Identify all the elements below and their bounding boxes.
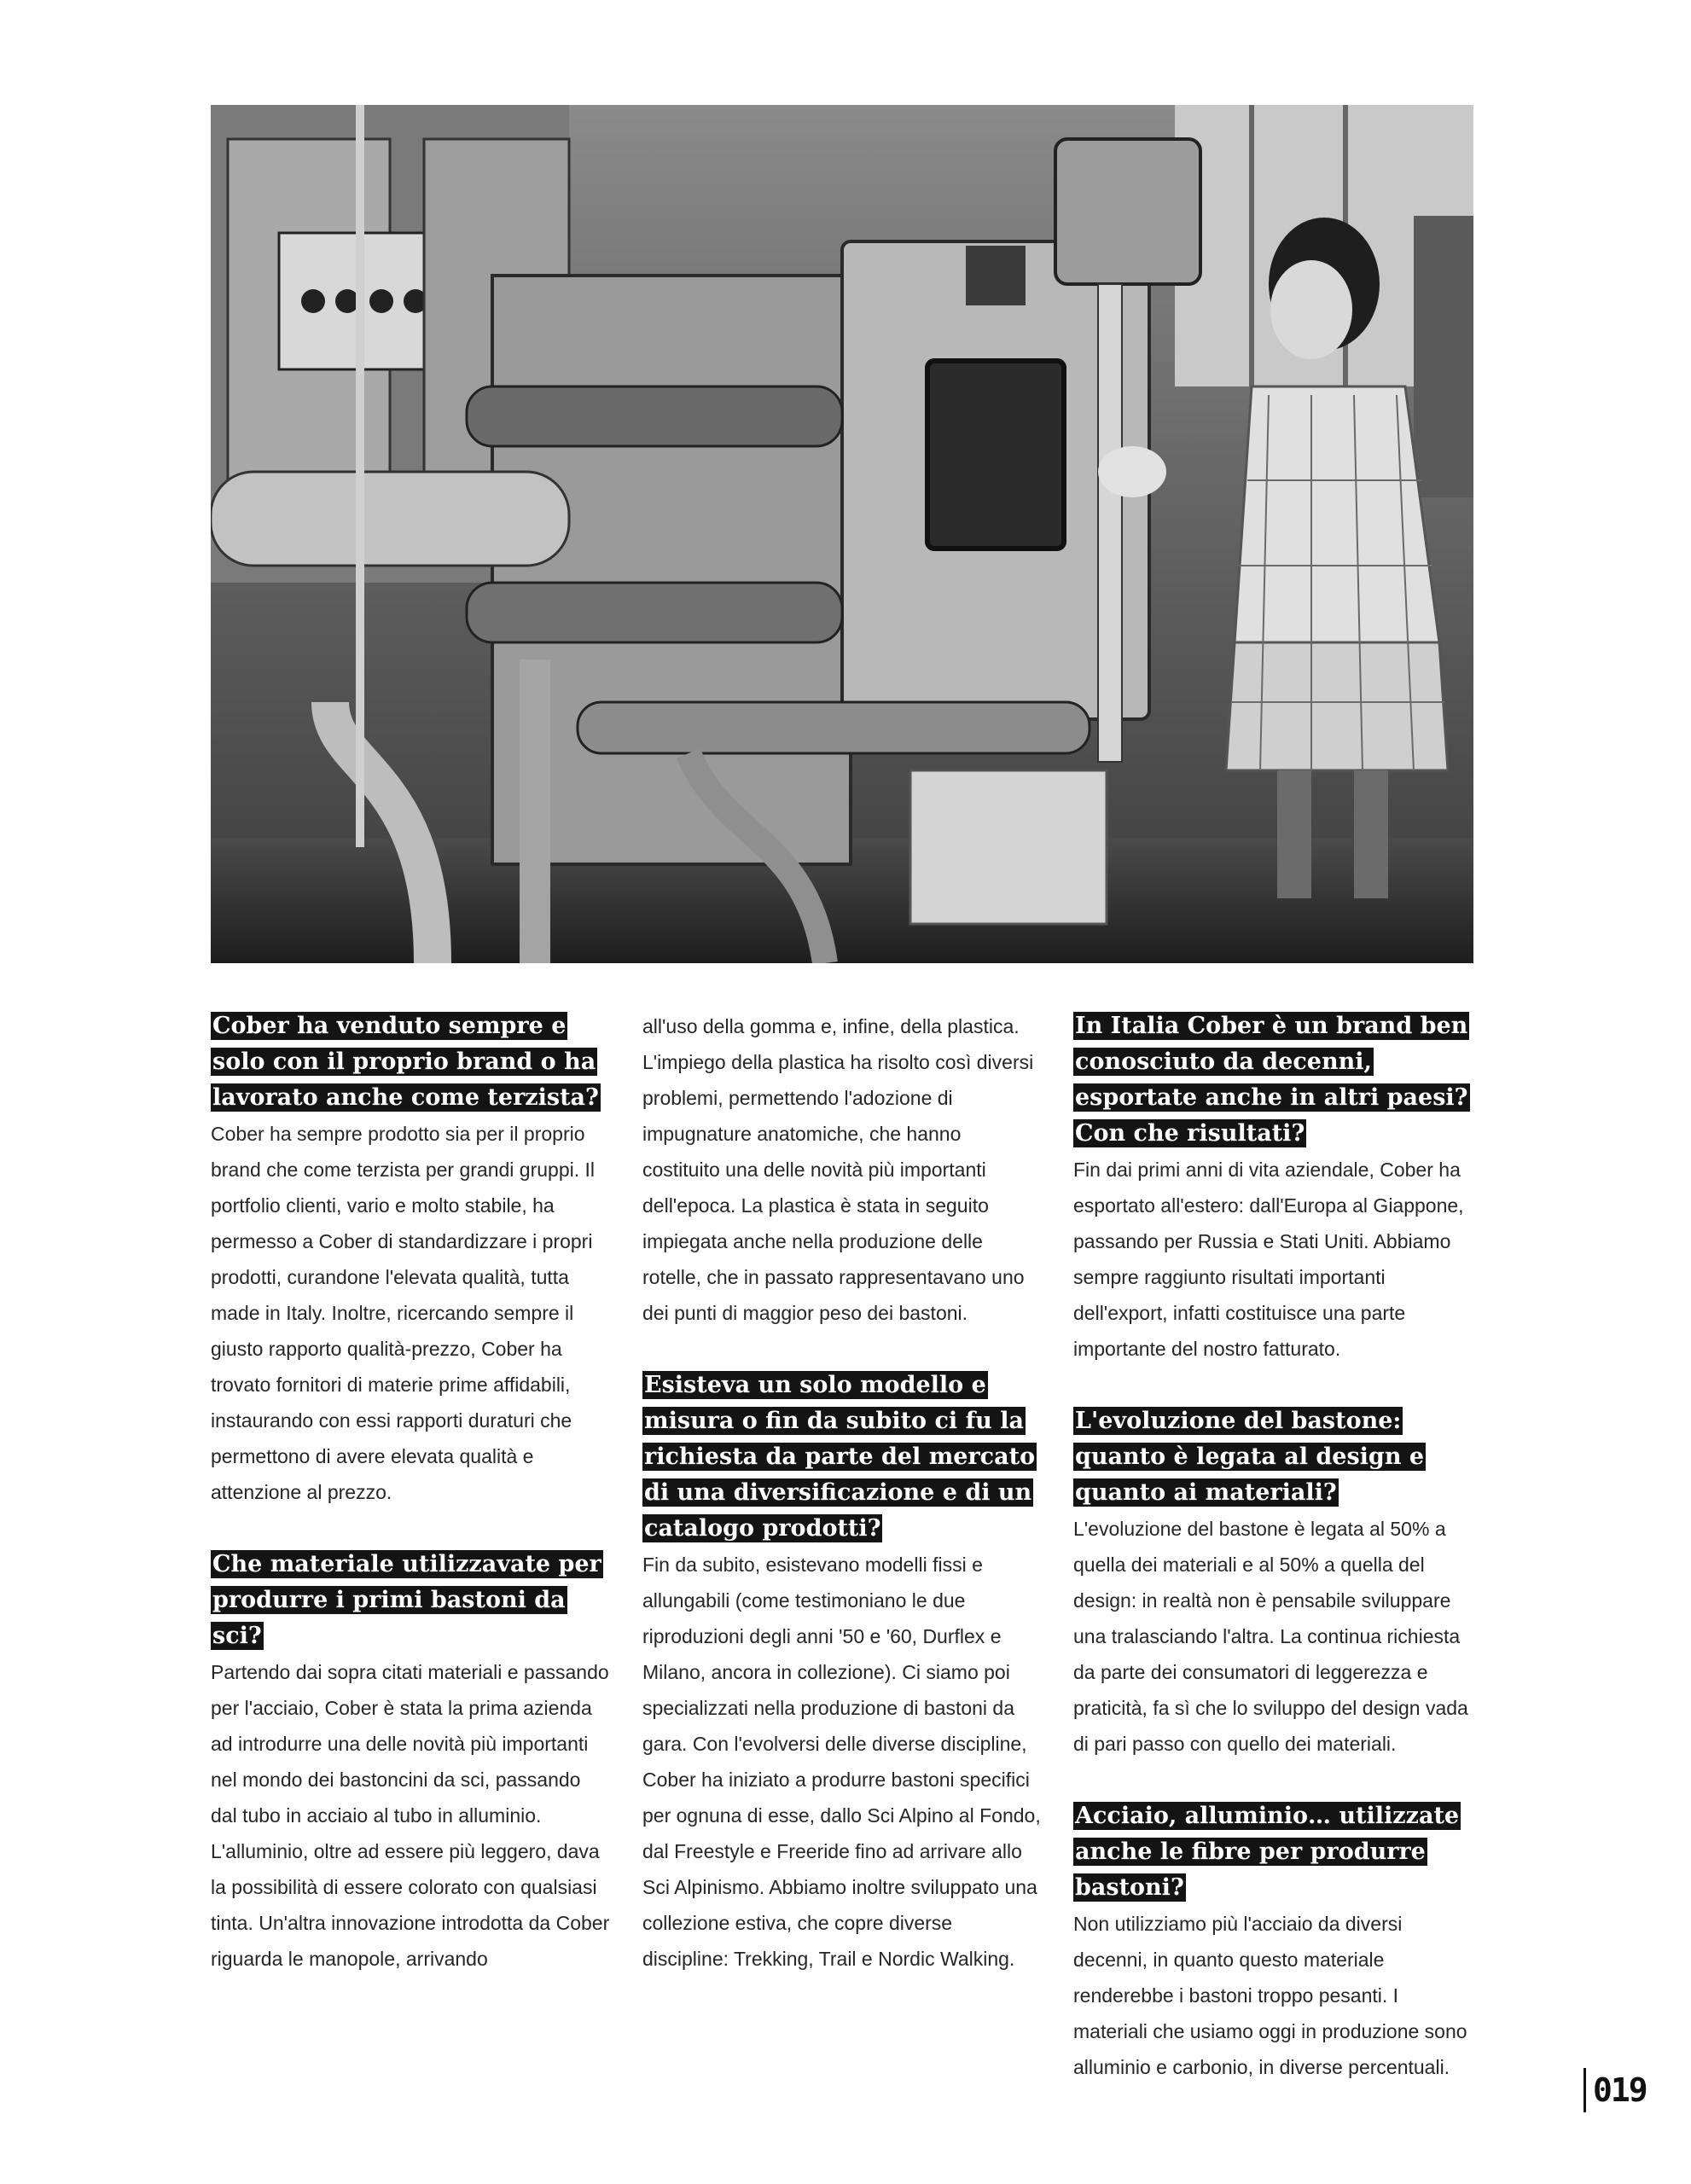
answer-paragraph: all'uso della gomma e, infine, della plastica. L'impiego della plastica ha risolto così diversi problemi, permettendo l'adozione di impugnature anatomiche, che hanno costituito una delle novità più importanti dell'epoca. La plastica è stata in seguito impiegata anche nella produzione delle rotelle, che in passato rappresentavano uno dei punti di maggior peso dei bastoni. xyxy=(642,1015,1034,1324)
question-text: Esisteva un solo modello e misura o fin da subito ci fu la richiesta da parte del mercato di una diversificazione e di un catalogo prodotti? xyxy=(644,1372,1036,1542)
question-heading xyxy=(642,1368,1043,1547)
question-heading xyxy=(1073,1798,1474,1906)
column-3 xyxy=(1073,1008,1474,2085)
answer-paragraph: L'evoluzione del bastone è legata al 50% a quella dei materiali e al 50% a quella del design: in realtà non è pensabile sviluppare una tralasciando l'altra. La continua richiesta da parte dei consumatori di leggerezza e praticità, fa sì che lo sviluppo del design vada di pari passo con quello dei materiali. xyxy=(1073,1518,1468,1755)
factory-photo-icon xyxy=(211,105,1473,963)
page-number: 019 xyxy=(1583,2068,1647,2112)
question-text: Acciaio, alluminio… utilizzate anche le fibre per produrre bastoni? xyxy=(1075,1803,1460,1901)
answer-paragraph: Cober ha sempre prodotto sia per il proprio brand che come terzista per grandi gruppi. Il portfolio clienti, vario e molto stabile, ha permesso a Cober di standardizzare i propri prodotti, curandone l'elevata qualità, tutta made in Italy. Inoltre, ricercando sempre il giusto rapporto qualità-prezzo, Cober ha trovato fornitori di materie prime affidabili, instaurando con essi rapporti duraturi che permettono di avere elevata qualità e attenzione al prezzo. xyxy=(211,1123,596,1503)
question-heading xyxy=(211,1547,612,1654)
answer-paragraph: Non utilizziamo più l'acciaio da diversi decenni, in quanto questo materiale renderebbe i bastoni troppo pesanti. I materiali che usiamo oggi in produzione sono alluminio e carbonio, in diverse percentuali. xyxy=(1073,1913,1467,2078)
question-heading xyxy=(211,1008,612,1116)
question-text: In Italia Cober è un brand ben conosciuto da decenni, esportate anche in altri paesi? Con che risultati? xyxy=(1075,1013,1468,1147)
column-2 xyxy=(642,1008,1043,1977)
question-text: L'evoluzione del bastone: quanto è legata al design e quanto ai materiali? xyxy=(1075,1408,1425,1506)
answer-paragraph: Fin da subito, esistevano modelli fissi e allungabili (come testimoniano le due riproduzioni degli anni '50 e '60, Durflex e Milano, ancora in collezione). Ci siamo poi specializzati nella produzione di bastoni da gara. Con l'evolversi delle diverse discipline, Cober ha iniziato a produrre bastoni specifici per ognuna di esse, dallo Sci Alpino al Fondo, dal Freestyle e Freeride fino ad arrivare allo Sci Alpinismo. Abbiamo inoltre sviluppato una collezione estiva, che copre diverse discipline: Trekking, Trail e Nordic Walking. xyxy=(642,1554,1041,1970)
question-heading xyxy=(1073,1403,1474,1511)
factory-photo xyxy=(211,105,1473,963)
question-text: Cober ha venduto sempre e solo con il proprio brand o ha lavorato anche come terzista? xyxy=(212,1013,599,1111)
column-1 xyxy=(211,1008,612,1977)
question-text: Che materiale utilizzavate per produrre i primi bastoni da sci? xyxy=(212,1551,601,1649)
answer-paragraph: Fin dai primi anni di vita aziendale, Cober ha esportato all'estero: dall'Europa al Giappone, passando per Russia e Stati Uniti. Abbiamo sempre raggiunto risultati importanti dell'export, infatti costituisce una parte importante del nostro fatturato. xyxy=(1073,1159,1464,1360)
question-heading xyxy=(1073,1008,1474,1152)
answer-paragraph: Partendo dai sopra citati materiali e passando per l'acciaio, Cober è stata la prima azienda ad introdurre una delle novità più importanti nel mondo dei bastoncini da sci, passando dal tubo in acciaio al tubo in alluminio. L'alluminio, oltre ad essere più leggero, dava la possibilità di essere colorato con qualsiasi tinta. Un'altra innovazione introdotta da Cober riguarda le manopole, arrivando xyxy=(211,1661,610,1970)
